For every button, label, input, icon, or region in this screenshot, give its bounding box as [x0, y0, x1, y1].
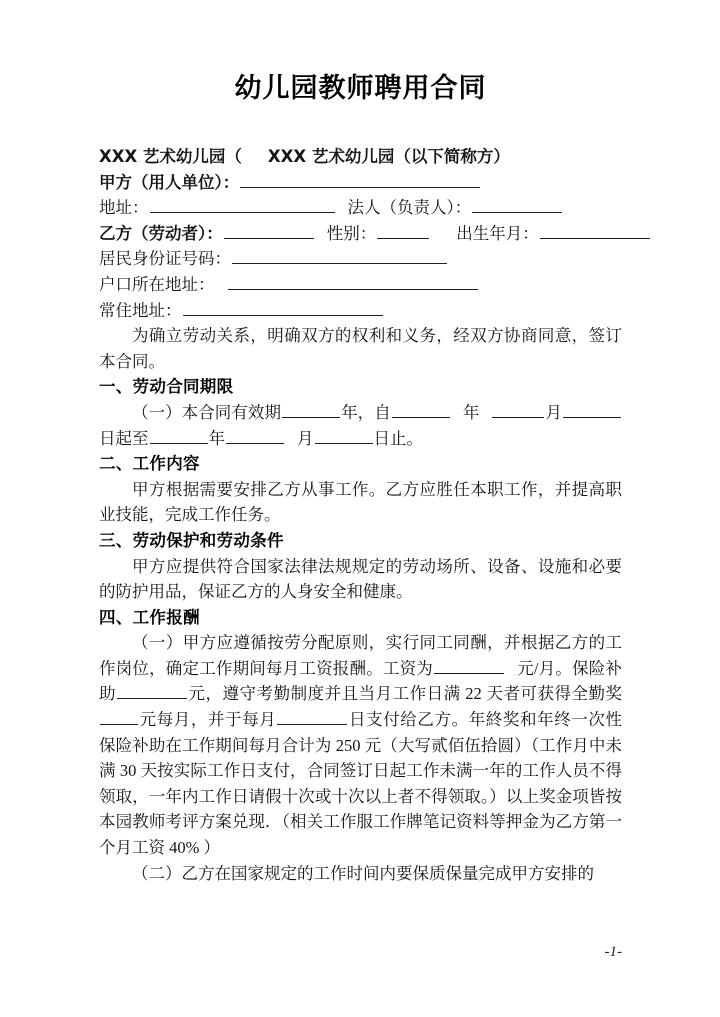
section-heading-2: 二、工作内容: [99, 454, 200, 474]
label-month-2: 月: [297, 428, 314, 448]
residence-input[interactable]: [183, 298, 383, 316]
label-year-2: 年: [208, 428, 225, 448]
label-year: 年: [462, 402, 480, 422]
label-day-from: 日起至: [99, 428, 149, 448]
wage-clause-part2: 元/月。保险补助: [99, 658, 623, 704]
start-year-input[interactable]: [392, 400, 450, 418]
birth-input[interactable]: [540, 221, 650, 239]
party-a-label: 甲方（用人单位）：: [99, 172, 240, 192]
wage-clause-part5: 日支付给乙方。年終奖和年终一次性保险补助在工作期间每月合计为 250 元（大写贰佰伍拾圆）（工作月中未满 30 天按实际工作日支付，合同签订日起工作未满一年的工作人员不得领取，一年内工作日请假十次或十次以上者不得领取。）以上奖金项皆按本园教师考评方案兑现．（相关工作服工作牌笔记资料等押金为乙方第一个月工资 40% ）: [99, 710, 623, 858]
attendance-bonus-input[interactable]: [100, 708, 138, 726]
section-3-body: 甲方应提供符合国家法律法规规定的劳动场所、设备、设施和必要的防护用品，保证乙方的人身安全和健康。: [99, 556, 622, 602]
household-label: 户口所在地址：: [99, 274, 215, 294]
household-row: [99, 272, 622, 298]
page-title: 幼儿园教师聘用合同: [234, 73, 487, 104]
section-heading-3: 三、劳动保护和劳动条件: [99, 530, 284, 550]
id-input[interactable]: [232, 247, 447, 265]
household-input[interactable]: [228, 272, 478, 290]
preamble-paragraph: 为确立劳动关系，明确双方的权利和义务，经双方协商同意，签订本合同。: [99, 326, 622, 371]
address-input[interactable]: [150, 196, 335, 214]
contract-term-seg-year: 年，自: [341, 402, 391, 422]
party-a-input[interactable]: [240, 170, 480, 188]
contract-term-years-input[interactable]: [282, 400, 340, 418]
party-b-label: 乙方（劳动者）：: [99, 223, 223, 243]
wage-clause-part3: 元，遵守考勤制度并且当月工作日满 22 天者可获得全勤奖: [188, 684, 623, 704]
label-month: 月: [545, 402, 563, 422]
end-month-input[interactable]: [226, 426, 284, 444]
residence-row: [99, 298, 622, 324]
section-heading-4: 四、工作报酬: [99, 607, 200, 627]
id-label: 居民身份证号码：: [99, 249, 231, 269]
insurance-subsidy-input[interactable]: [117, 682, 187, 700]
organization-name-secondary: XXX 艺术幼儿园（以下简称方）: [267, 147, 510, 166]
gender-label: 性别：: [326, 223, 377, 243]
start-day-input[interactable]: [563, 400, 621, 418]
section-4-item-2: （二）乙方在国家规定的工作时间内要保质保量完成甲方安排的: [132, 863, 594, 883]
section-heading-1: 一、劳动合同期限: [99, 377, 234, 397]
id-row: [99, 246, 622, 272]
birth-label: 出生年月：: [456, 223, 539, 243]
residence-label: 常住地址：: [99, 300, 182, 320]
wage-clause-part1: （一）甲方应遵循按劳分配原则，实行同工同酬，并根据乙方的工作岗位，确定工作期间每月工资报酬。工资为: [99, 633, 622, 678]
organization-line: [99, 144, 622, 170]
party-b-input[interactable]: [224, 221, 314, 239]
legal-person-label: 法人（负责人）：: [347, 198, 472, 218]
end-year-input[interactable]: [150, 426, 208, 444]
address-row: [99, 195, 622, 221]
label-day-to: 日止。: [373, 428, 423, 448]
page-number: -1-: [604, 944, 622, 960]
monthly-wage-input[interactable]: [434, 656, 504, 674]
wage-clause-part4: 元每月，并于每月: [139, 710, 277, 730]
section-4-item-1: [99, 630, 622, 860]
section-2-body: 甲方根据需要安排乙方从事工作。乙方应胜任本职工作，并提高职业技能，完成工作任务。: [99, 479, 622, 525]
address-label: 地址：: [99, 198, 149, 218]
document-content: [99, 72, 622, 886]
end-day-input[interactable]: [315, 426, 373, 444]
party-b-row: [99, 221, 622, 247]
legal-person-input[interactable]: [472, 196, 562, 214]
start-month-input[interactable]: [492, 400, 544, 418]
contract-term-prefix: （一）本合同有效期: [132, 402, 282, 422]
section-1-item-1: [99, 400, 622, 451]
party-a-row: [99, 170, 622, 196]
organization-name-primary: XXX 艺术幼儿园（: [99, 147, 242, 166]
gender-input[interactable]: [377, 221, 429, 239]
payday-input[interactable]: [277, 708, 347, 726]
